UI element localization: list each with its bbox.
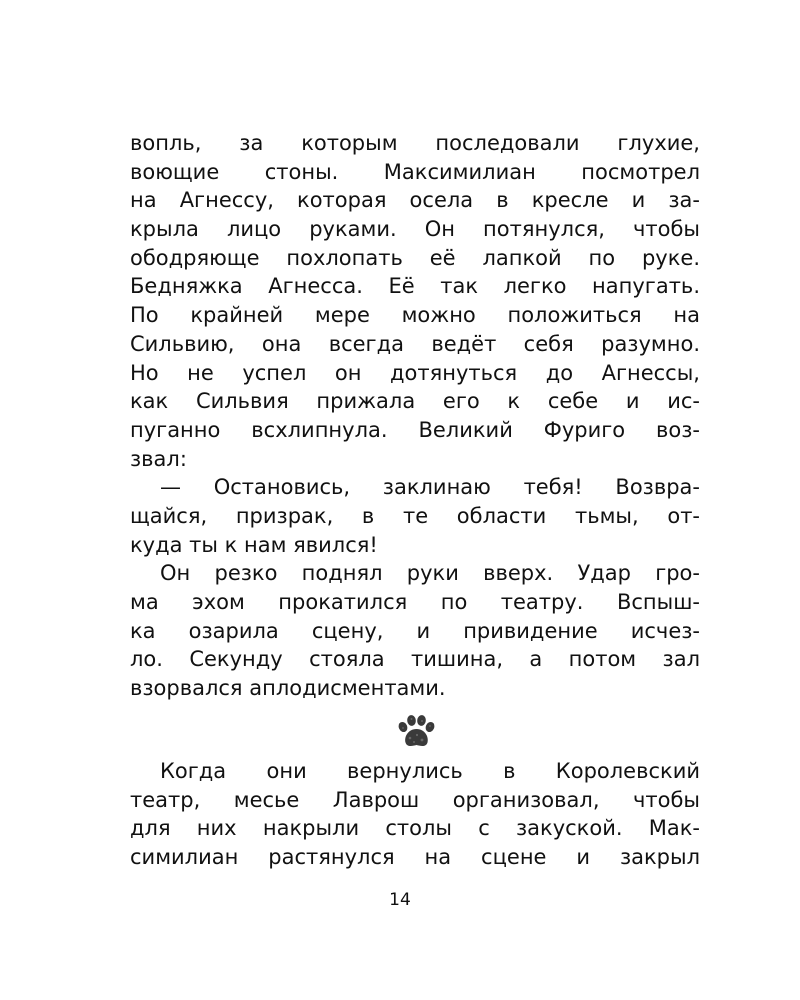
text-line: вопль, за которым последовали глухие, <box>130 131 700 155</box>
text-line: ка озарила сцену, и привидение исчез- <box>130 618 700 643</box>
text-line: — Остановись, заклинаю тебя! Возвра- <box>160 475 700 500</box>
story-text-block-2 <box>130 757 700 872</box>
text-line: ободряюще похлопать её лапкой по руке. <box>130 245 700 270</box>
text-line: для них накрыли столы с закуской. Мак- <box>130 816 700 841</box>
text-line: как Сильвия прижала его к себе и ис- <box>130 389 700 414</box>
text-line: крыла лицо руками. Он потянулся, чтобы <box>130 217 700 242</box>
text-line: воющие стоны. Максимилиан посмотрел <box>130 159 700 184</box>
text-line: ло. Секунду стояла тишина, а потом зал <box>130 647 700 672</box>
text-line: По крайней мере можно положиться на <box>130 303 700 328</box>
text-line: на Агнессу, которая осела в кресле и за- <box>130 188 700 213</box>
text-line: звал: <box>130 446 187 471</box>
text-line: взорвался аплодисментами. <box>130 676 446 701</box>
text-line: куда ты к нам явился! <box>130 532 378 557</box>
text-line: симилиан растянулся на сцене и закрыл <box>130 845 700 870</box>
text-line: Он резко поднял руки вверх. Удар гро- <box>160 561 700 586</box>
text-line: театр, месье Лаврош организовал, чтобы <box>130 787 700 812</box>
text-line: пуганно всхлипнула. Великий Фуриго воз- <box>130 417 700 442</box>
story-text-block-1 <box>130 129 700 703</box>
text-line: щайся, призрак, в те области тьмы, от- <box>130 503 700 528</box>
page-number: 14 <box>389 890 411 910</box>
text-line: Сильвию, она всегда ведёт себя разумно. <box>130 331 700 356</box>
text-line: Бедняжка Агнесса. Её так легко напугать. <box>130 274 700 299</box>
paw-print-icon <box>395 714 437 750</box>
text-line: ма эхом прокатился по театру. Вспыш- <box>130 590 700 614</box>
text-line: Но не успел он дотянуться до Агнессы, <box>130 360 700 385</box>
text-line: Когда они вернулись в Королевский <box>160 759 700 783</box>
